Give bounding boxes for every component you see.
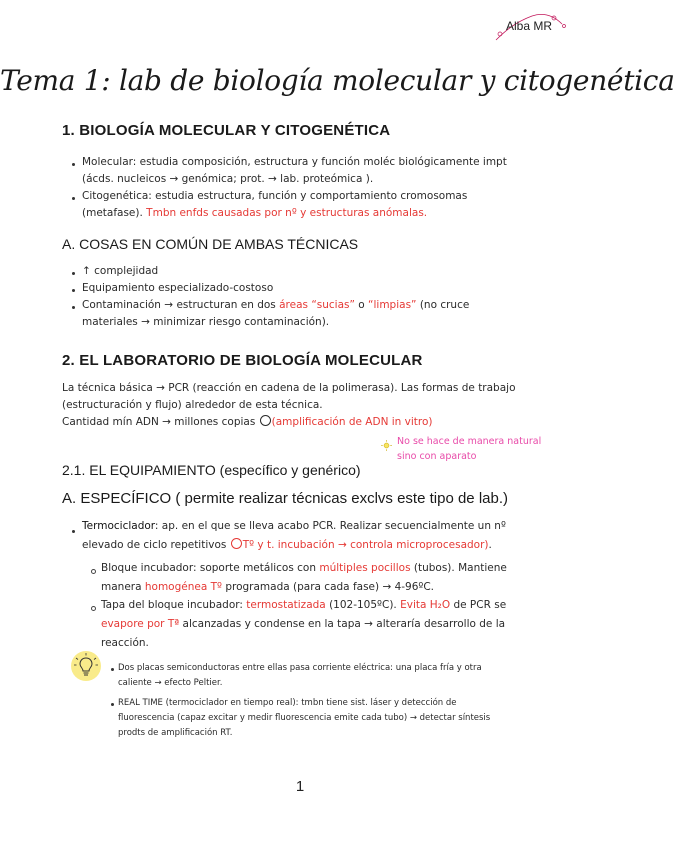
- text-line: Molecular: estudia composición, estructura y función moléc biológicamente impt: [82, 156, 507, 168]
- text-line: Dos placas semiconductoras entre ellas pasa corriente eléctrica: una placa fría y otra: [118, 663, 482, 673]
- text-line: REAL TIME (termociclador en tiempo real): tmbn tiene sist. láser y detección de: [118, 698, 457, 708]
- text-line: materiales → minimizar riesgo contaminación).: [82, 316, 330, 328]
- brand-name: Alba MR: [506, 19, 553, 33]
- section-2-heading: 2. EL LABORATORIO DE BIOLOGÍA MOLECULAR: [62, 352, 423, 369]
- text-line: prodts de amplificación RT.: [118, 728, 233, 738]
- text-line: reacción.: [101, 637, 149, 649]
- section-a-heading: A. COSAS EN COMÚN DE AMBAS TÉCNICAS: [62, 236, 359, 252]
- bullet-dot: [72, 306, 75, 309]
- text-line: [82, 517, 592, 536]
- side-note: [397, 434, 567, 464]
- brand-logo: [492, 12, 572, 42]
- text-span: (102-105ºC).: [325, 599, 401, 611]
- term-label: Bloque incubador: [101, 562, 193, 574]
- text-span: :: [239, 599, 247, 611]
- text-span: o: [354, 299, 369, 311]
- text-line: caliente → efecto Peltier.: [118, 678, 223, 688]
- text-line: [82, 536, 592, 555]
- highlight-text: “limpias”: [368, 299, 417, 311]
- list-item-citogenetica: [82, 188, 582, 222]
- list-item-complejidad: ↑ complejidad: [82, 265, 159, 277]
- text-line: [62, 414, 582, 431]
- list-item-equipamiento: Equipamiento especializado-costoso: [82, 282, 274, 294]
- section-1-heading: 1. BIOLOGÍA MOLECULAR Y CITOGENÉTICA: [62, 122, 391, 139]
- page-title: Tema 1: lab de biología molecular y citogenética: [0, 64, 675, 97]
- bullet-dot: [72, 289, 75, 292]
- list-item-termociclador: [82, 517, 592, 555]
- bullet-dot: [72, 197, 75, 200]
- text-line: Citogenética: estudia estructura, función y comportamiento cromosomas: [82, 190, 468, 202]
- highlight-text: Tº y t. incubación → controla microprocesador): [242, 539, 489, 551]
- bullet-dot: [72, 530, 75, 533]
- bullet-dot: [72, 163, 75, 166]
- paragraph-pcr: [62, 380, 582, 431]
- bullet-dot: [111, 703, 114, 706]
- page-number: 1: [295, 778, 305, 795]
- text-span: alcanzadas y condense en la tapa → alteraría desarrollo de la: [179, 618, 506, 630]
- note-peltier: [118, 661, 593, 691]
- section-21-heading: 2.1. EL EQUIPAMIENTO (específico y genérico): [62, 462, 361, 478]
- text-span: Contaminación → estructuran en dos: [82, 299, 280, 311]
- highlight-text: evapore por Tª: [101, 618, 180, 630]
- text-span: (tubos). Mantiene: [410, 562, 507, 574]
- text-line: sino con aparato: [397, 451, 477, 462]
- highlight-text: Tmbn enfds causadas por nº y estructuras anómalas.: [146, 207, 428, 219]
- text-line: [101, 615, 591, 634]
- text-span: (metafase).: [82, 207, 147, 219]
- text-line: (ácds. nucleicos → genómica; prot. → lab. proteómica ).: [82, 173, 374, 185]
- highlight-text: múltiples pocillos: [319, 562, 411, 574]
- term-label: Termociclador: [82, 520, 155, 532]
- text-span: Cantidad mín ADN → millones copias: [62, 416, 256, 428]
- list-item-tapa: [101, 596, 591, 653]
- sub-bullet: [91, 606, 96, 611]
- highlight-text: homogénea Tº: [144, 581, 222, 593]
- circle-two-icon: [231, 538, 242, 549]
- list-item-molecular: [82, 154, 582, 188]
- term-label: Tapa del bloque incubador: [101, 599, 240, 611]
- text-line: [101, 559, 591, 578]
- lightbulb-icon: [70, 650, 102, 682]
- text-line: [101, 578, 591, 597]
- text-span: : soporte metálicos con: [192, 562, 320, 574]
- text-span: (no cruce: [416, 299, 470, 311]
- list-item-bloque-incubador: [101, 559, 591, 597]
- text-line: [101, 596, 591, 615]
- highlight-text: (amplificación de ADN in vitro): [271, 416, 433, 428]
- sun-icon: [381, 436, 392, 447]
- text-line: [82, 297, 582, 314]
- text-span: elevado de ciclo repetitivos: [82, 539, 230, 551]
- text-span: de PCR se: [450, 599, 507, 611]
- highlight-text: termostatizada: [246, 599, 326, 611]
- list-item-contaminacion: [82, 297, 582, 331]
- text-line: No se hace de manera natural: [397, 436, 542, 447]
- bullet-dot: [72, 272, 75, 275]
- highlight-text: áreas “sucias”: [279, 299, 355, 311]
- text-line: [82, 205, 582, 222]
- minus-circle-icon: [260, 415, 271, 426]
- text-line: (estructuración y flujo) alrededor de esta técnica.: [62, 399, 323, 411]
- text-line: La técnica básica → PCR (reacción en cadena de la polimerasa). Las formas de trabajo: [62, 382, 516, 394]
- highlight-text: Evita H₂O: [400, 599, 451, 611]
- text-span: .: [488, 539, 492, 551]
- text-line: fluorescencia (capaz excitar y medir fluorescencia emite cada tubo) → detectar síntesis: [118, 713, 491, 723]
- text-span: : ap. en el que se lleva acabo PCR. Realizar secuencialmente un nº: [154, 520, 506, 532]
- sub-bullet: [91, 569, 96, 574]
- bullet-dot: [111, 668, 114, 671]
- text-span: manera: [101, 581, 145, 593]
- note-real-time: [118, 696, 593, 741]
- section-a-especifico-heading: A. ESPECÍFICO ( permite realizar técnicas exclvs este tipo de lab.): [62, 490, 508, 507]
- text-span: programada (para cada fase) → 4-96ºC.: [221, 581, 435, 593]
